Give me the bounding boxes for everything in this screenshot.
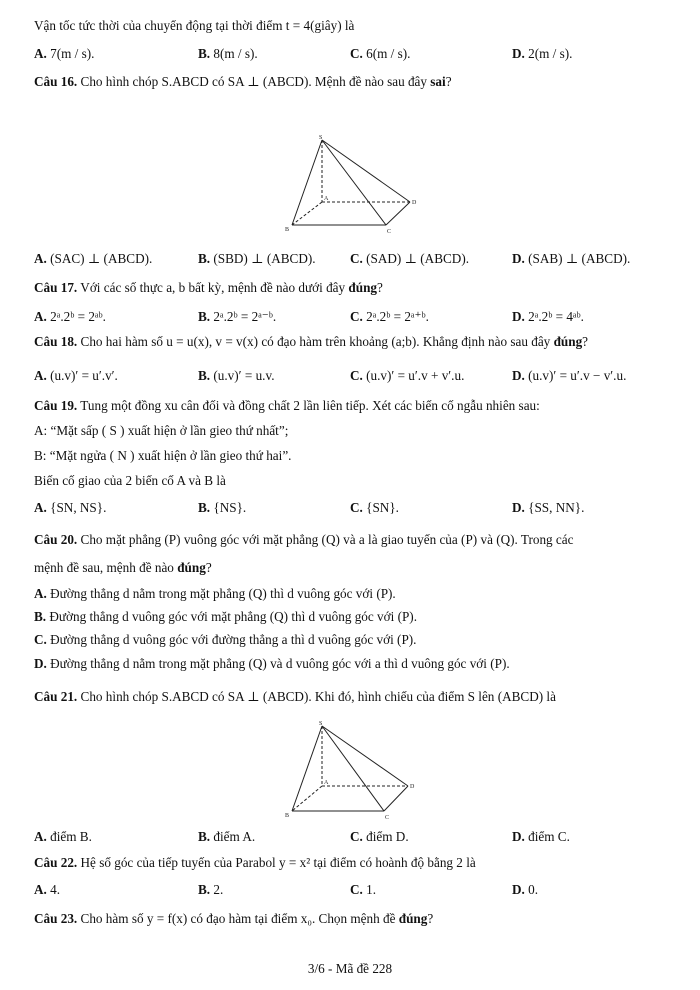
pyramid-figure-q21 (270, 718, 430, 822)
q20-option-b[interactable]: B. Đường thẳng d vuông góc với mặt phẳng (Q) thì d vuông góc với (P). (34, 609, 417, 624)
q18-option-d[interactable]: D. (u.v)′ = u′.v − v′.u. (512, 368, 627, 383)
q19-option-d[interactable]: D. {SS, NN}. (512, 500, 585, 515)
q18-option-a[interactable]: A. (u.v)′ = u′.v′. (34, 368, 118, 383)
label-c-2: C (385, 815, 390, 821)
q21-stem: Câu 21. Cho hình chóp S.ABCD có SA ⊥ (ABCD). Khi đó, hình chiếu của điểm S lên (ABCD) là (34, 689, 556, 704)
q17-options (34, 309, 674, 329)
q18-options (34, 368, 674, 388)
q20-stem: Câu 20. Cho mặt phẳng (P) vuông góc với mặt phẳng (Q) và a là giao tuyến của (P) và (Q). Trong các (34, 532, 574, 547)
q22-option-b[interactable]: B. 2. (198, 882, 224, 897)
q16-option-c[interactable]: C. (SAD) ⊥ (ABCD). (350, 251, 470, 266)
q21-option-b[interactable]: B. điểm A. (198, 829, 256, 844)
q19-event-a: A: “Mặt sấp ( S ) xuất hiện ở lần gieo thứ nhất”; (34, 423, 289, 438)
q17-option-a[interactable]: A. 2ᵃ.2ᵇ = 2ᵃᵇ. (34, 309, 106, 324)
label-s-2: S (319, 721, 323, 727)
q17-option-b[interactable]: B. 2ᵃ.2ᵇ = 2ᵃ⁻ᵇ. (198, 309, 277, 324)
pyramid-figure-q16 (270, 132, 430, 240)
label-b: B (285, 227, 290, 233)
q19-option-a[interactable]: A. {SN, NS}. (34, 500, 107, 515)
q16-stem: Câu 16. Cho hình chóp S.ABCD có SA ⊥ (ABCD). Mệnh đề nào sau đây sai? (34, 74, 452, 89)
q15-option-b[interactable]: B. 8(m / s). (198, 46, 258, 61)
q19-question: Biến cố giao của 2 biến cố A và B là (34, 473, 226, 488)
q20-stem-line2: mệnh đề sau, mệnh đề nào đúng? (34, 560, 212, 575)
q19-option-b[interactable]: B. {NS}. (198, 500, 247, 515)
q22-options (34, 882, 674, 902)
q15-option-a[interactable]: A. 7(m / s). (34, 46, 95, 61)
page-footer: 3/6 - Mã đề 228 (307, 961, 393, 976)
q17-option-c[interactable]: C. 2ᵃ.2ᵇ = 2ᵃ⁺ᵇ. (350, 309, 429, 324)
q16-option-a[interactable]: A. (SAC) ⊥ (ABCD). (34, 251, 153, 266)
q22-option-c[interactable]: C. 1. (350, 882, 377, 897)
q23-stem: Câu 23. Cho hàm số y = f(x) có đạo hàm tại điểm x₀. Chọn mệnh đề đúng? (34, 911, 434, 926)
q19-stem: Câu 19. Tung một đồng xu cân đối và đồng chất 2 lần liên tiếp. Xét các biến cố ngẫu nhiên sau: (34, 398, 540, 413)
q18-stem: Câu 18. Cho hai hàm số u = u(x), v = v(x) có đạo hàm trên khoảng (a;b). Khẳng định nào sau đây đúng? (34, 334, 589, 349)
q15-stem-end: Vận tốc tức thời của chuyển động tại thời điểm t = 4(giây) là (34, 18, 355, 33)
q21-options (34, 829, 674, 849)
q19-option-c[interactable]: C. {SN}. (350, 500, 399, 515)
q22-option-d[interactable]: D. 0. (512, 882, 539, 897)
q21-option-a[interactable]: A. điểm B. (34, 829, 92, 844)
q15-options (34, 46, 674, 66)
label-a: A (324, 196, 329, 202)
q21-option-c[interactable]: C. điểm D. (350, 829, 409, 844)
q15-option-d[interactable]: D. 2(m / s). (512, 46, 573, 61)
q19-options (34, 500, 674, 520)
label-s: S (319, 135, 323, 141)
q16-option-b[interactable]: B. (SBD) ⊥ (ABCD). (198, 251, 316, 266)
label-b-2: B (285, 813, 290, 819)
q16-options (34, 251, 674, 271)
q22-stem: Câu 22. Hệ số góc của tiếp tuyến của Parabol y = x² tại điểm có hoành độ bằng 2 là (34, 855, 476, 870)
label-c: C (387, 229, 392, 235)
q15-option-c[interactable]: C. 6(m / s). (350, 46, 411, 61)
q17-option-d[interactable]: D. 2ᵃ.2ᵇ = 4ᵃᵇ. (512, 309, 584, 324)
q17-stem: Câu 17. Với các số thực a, b bất kỳ, mệnh đề nào dưới đây đúng? (34, 280, 383, 295)
label-d: D (412, 200, 417, 206)
q19-event-b: B: “Mặt ngửa ( N ) xuất hiện ở lần gieo thứ hai”. (34, 448, 292, 463)
q20-option-c[interactable]: C. Đường thẳng d vuông góc với đường thẳng a thì d vuông góc với (P). (34, 632, 417, 647)
label-a-2: A (324, 780, 329, 786)
q20-option-a[interactable]: A. Đường thẳng d nằm trong mặt phẳng (Q) thì d vuông góc với (P). (34, 586, 396, 601)
q22-option-a[interactable]: A. 4. (34, 882, 61, 897)
q18-option-b[interactable]: B. (u.v)′ = u.v. (198, 368, 275, 383)
q18-option-c[interactable]: C. (u.v)′ = u′.v + v′.u. (350, 368, 465, 383)
q21-option-d[interactable]: D. điểm C. (512, 829, 570, 844)
q20-option-d[interactable]: D. Đường thẳng d nằm trong mặt phẳng (Q) và d vuông góc với a thì d vuông góc với (P). (34, 656, 510, 671)
label-d-2: D (410, 784, 415, 790)
q16-option-d[interactable]: D. (SAB) ⊥ (ABCD). (512, 251, 631, 266)
